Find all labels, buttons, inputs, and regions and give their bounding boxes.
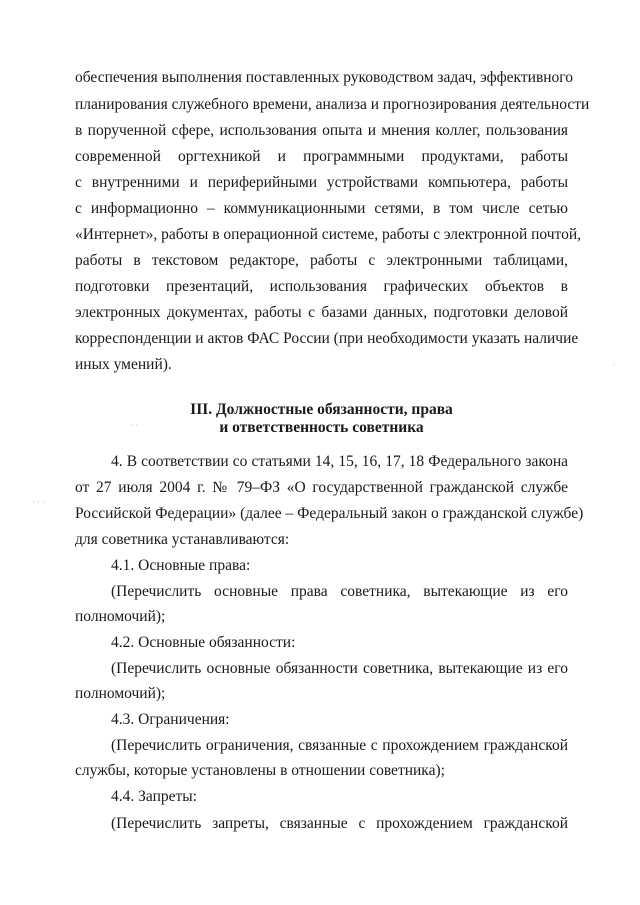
text-line: современной оргтехникой и программными продуктами, работы <box>75 148 568 165</box>
text-line: электронных документах, работы с базами данных, подготовки деловой <box>75 304 568 321</box>
text-line: полномочий); <box>75 608 166 625</box>
text-line: работы в текстовом редакторе, работы с электронными таблицами, <box>75 252 568 269</box>
section-heading-line-1: III. Должностные обязанности, права <box>190 401 453 418</box>
scan-artifact: · · <box>130 420 139 430</box>
text-line: службы, которые установлены в отношении советника); <box>75 762 445 779</box>
item-title: 4.3. Ограничения: <box>111 711 230 728</box>
text-line: корреспонденции и актов ФАС России (при необходимости указать наличие <box>75 330 579 347</box>
text-line: подготовки презентаций, использования графических объектов в <box>75 278 568 295</box>
scan-artifact: · · · <box>32 497 46 507</box>
text-line: (Перечислить ограничения, связанные с прохождением гражданской <box>111 737 568 754</box>
text-line: полномочий); <box>75 685 166 702</box>
text-line: с информационно – коммуникационными сетями, в том числе сетью <box>75 200 568 217</box>
text-line: обеспечения выполнения поставленных руководством задач, эффективного <box>75 69 574 86</box>
text-line: Российской Федерации» (далее – Федеральный закон о гражданской службе) <box>75 505 584 522</box>
text-line: «Интернет», работы в операционной системе, работы с электронной почтой, <box>75 226 582 243</box>
text-line: от 27 июля 2004 г. № 79–ФЗ «О государственной гражданской службе <box>75 479 568 496</box>
item-title: 4.2. Основные обязанности: <box>111 634 296 651</box>
scan-artifact: · <box>612 360 615 370</box>
section-heading-line-2: и ответственность советника <box>219 419 424 436</box>
text-line: 4. В соответствии со статьями 14, 15, 16, 17, 18 Федерального закона <box>111 453 568 470</box>
text-line: (Перечислить основные права советника, вытекающие из его <box>111 583 568 600</box>
text-line: планирования служебного времени, анализа и прогнозирования деятельности <box>75 96 590 113</box>
text-line: для советника устанавливаются: <box>75 531 290 548</box>
text-line: (Перечислить запреты, связанные с прохождением гражданской <box>111 815 568 832</box>
text-line: (Перечислить основные обязанности советника, вытекающие из его <box>111 660 568 677</box>
text-line: в порученной сфере, использования опыта и мнения коллег, пользования <box>75 122 568 139</box>
item-title: 4.1. Основные права: <box>111 557 251 574</box>
text-line: с внутренними и периферийными устройствами компьютера, работы <box>75 174 568 191</box>
text-line: иных умений). <box>75 356 172 373</box>
item-title: 4.4. Запреты: <box>111 788 197 805</box>
